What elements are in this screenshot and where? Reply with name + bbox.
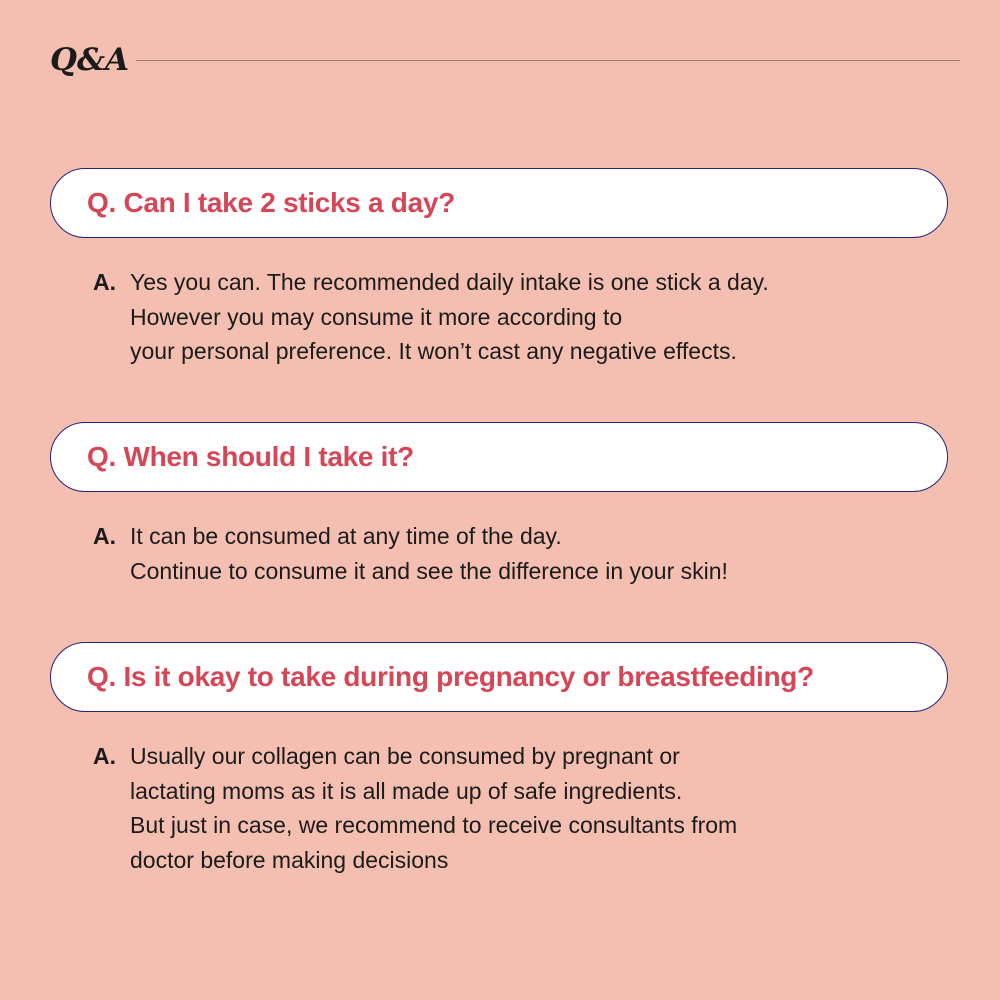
answer-label: A. xyxy=(93,743,116,769)
answer-line: Continue to consume it and see the difference in your skin! xyxy=(130,557,728,584)
answer-line: doctor before making decisions xyxy=(130,846,449,873)
faq-item-3 xyxy=(50,642,950,877)
faq-question: Q. Is it okay to take during pregnancy or breastfeeding? xyxy=(50,642,948,712)
header-divider xyxy=(136,60,960,61)
faq-question: Q. Can I take 2 sticks a day? xyxy=(50,168,948,238)
faq-answer xyxy=(50,739,950,877)
answer-label: A. xyxy=(93,269,116,295)
page-title: Q&A xyxy=(50,42,130,78)
answer-label: A. xyxy=(93,523,116,549)
answer-line: lactating moms as it is all made up of safe ingredients. xyxy=(130,777,683,804)
faq-answer xyxy=(50,265,950,369)
header xyxy=(50,38,960,82)
faq-item-2 xyxy=(50,422,950,588)
answer-line: Usually our collagen can be consumed by pregnant or xyxy=(130,743,680,769)
answer-line: Yes you can. The recommended daily intake is one stick a day. xyxy=(130,269,769,295)
answer-line: your personal preference. It won’t cast any negative effects. xyxy=(130,338,737,364)
faq-question: Q. When should I take it? xyxy=(50,422,948,492)
answer-line: But just in case, we recommend to receive consultants from xyxy=(130,812,738,838)
faq-answer xyxy=(50,519,950,588)
answer-line: It can be consumed at any time of the day. xyxy=(130,523,562,549)
faq-item-1 xyxy=(50,168,950,369)
answer-line: However you may consume it more according to xyxy=(130,303,623,330)
